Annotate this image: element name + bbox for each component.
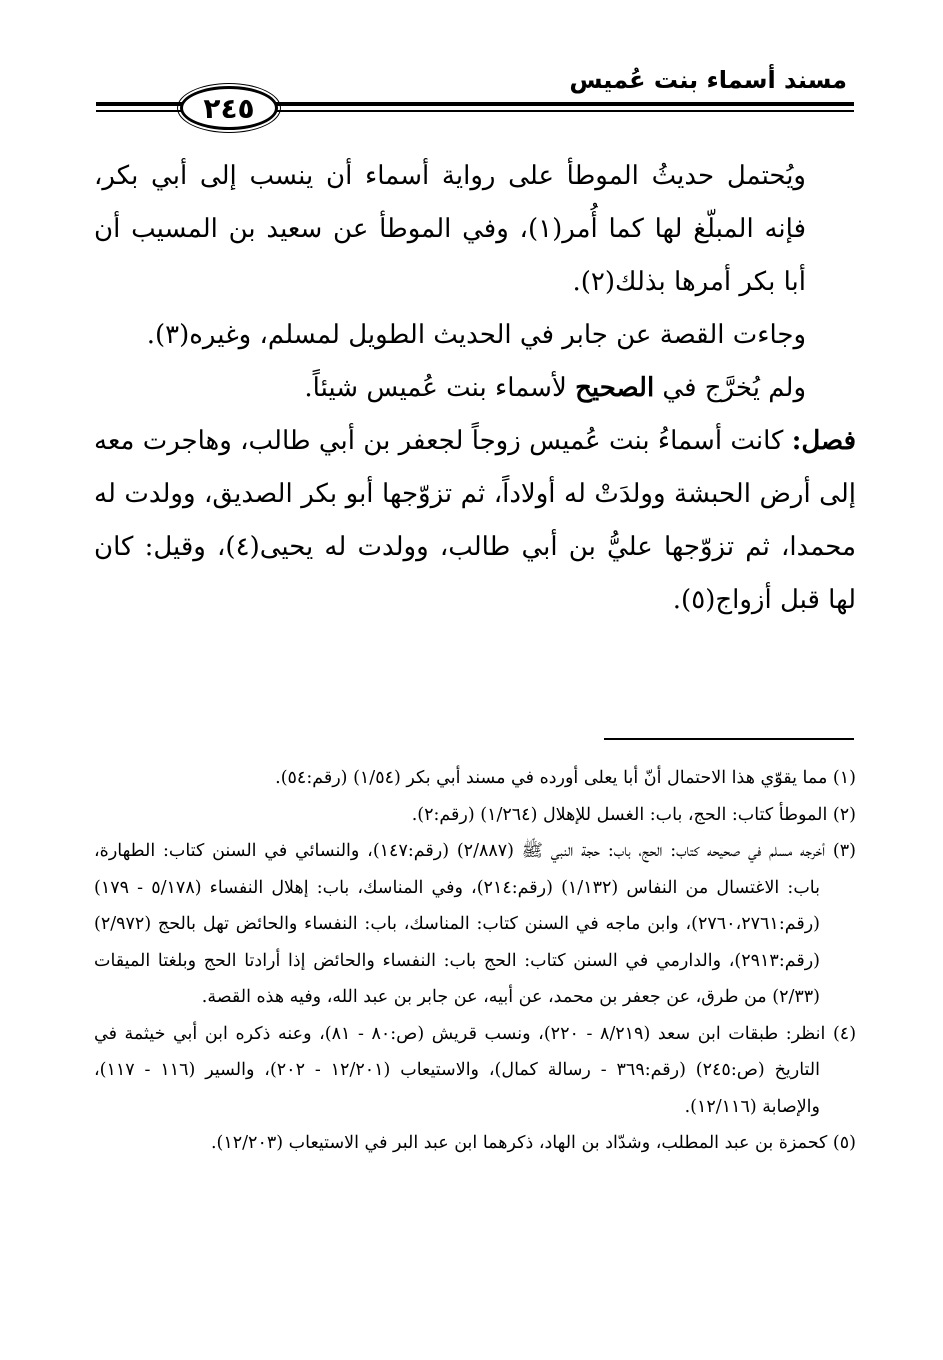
footnote-2: (٢) الموطأ كتاب: الحج، باب: الغسل للإهلال (١/٢٦٤) (رقم:٢). (411, 804, 856, 825)
paragraph-2: وجاءت القصة عن جابر في الحديث الطويل لمسلم، وغيره(٣). (146, 320, 806, 350)
page-number-badge (180, 86, 278, 130)
paragraph-3-end: لأسماء بنت عُميس شيئاً. (304, 373, 576, 403)
paragraph-4-text: كانت أسماءُ بنت عُميس زوجاً لجعفر بن أبي طالب، وهاجرت معه إلى أرض الحبشة وولدَتْ له أولاداً، ثم تزوّجها أبو بكر الصديق، وولدت له محمدا، ثم تزوّجها عليُّ بن أبي طالب، وولدت له يحيى(٤)، وقيل: كان لها قبل أزواج(٥). (94, 426, 856, 615)
main-text (94, 150, 856, 627)
footnote-1: (١) مما يقوّي هذا الاحتمال أنّ أبا يعلى أورده في مسند أبي بكر (١/٥٤) (رقم:٥٤). (275, 768, 856, 788)
footnote-5: (٥) كحمزة بن عبد المطلب، وشدّاد بن الهاد، ذكرهما ابن عبد البر في الاستيعاب (١٢/٢٠٣). (210, 1133, 856, 1153)
paragraph-1: ويُحتمل حديثُ الموطأ على رواية أسماء أن ينسب إلى أبي بكر، فإنه المبلّغ لها كما أُمر(١)، وفي الموطأ عن سعيد بن المسيب أن أبا بكر أمرها بذلك(٢). (94, 161, 806, 297)
paragraph-3 (94, 362, 856, 415)
paragraph-4 (94, 415, 856, 627)
running-title: مسند أسماء بنت عُميس (569, 66, 847, 94)
footnotes (94, 760, 856, 1162)
footnote-4: (٤) انظر: طبقات ابن سعد (٨/٢١٩ - ٢٢٠)، ونسب قريش (ص:٨٠ - ٨١)، وعنه ذكره ابن أبي خيثمة في التاريخ (ص:٢٤٥) (رقم:٣٦٩ - رسالة كمال)، والاستيعاب (١٢/٢٠١ - ٢٠٢)، والسير (١١٦ - ١١٧)، والإصابة (١٢/١١٦). (94, 1023, 857, 1117)
footnote-separator (604, 738, 854, 740)
section-label: فصل: (791, 426, 856, 456)
sahih-bold-term: الصحيح (575, 373, 655, 403)
page-number: ٢٤٥ (203, 91, 255, 125)
footnote-3: (٣) أخرجه مسلم في صحيحه كتاب: الحج، باب: حجة النبي ﷺ (٢/٨٨٧) (رقم:١٤٧)، والنسائي في السنن كتاب: الطهارة، باب: الاغتسال من النفاس (١/١٣٢) (رقم:٢١٤)، وفي المناسك، باب: إهلال النفساء (٥/١٧٨ - ١٧٩) (رقم:٢٧٦٠،٢٧٦١)، وابن ماجه في السنن كتاب: المناسك، باب: النفساء والحائض تهل بالحج (٢/٩٧٢) (رقم:٢٩١٣)، والدارمي في السنن كتاب: الحج باب: النفساء والحائض إذا أرادتا الحج وبلغتا الميقات (٢/٣٣) من طرق، عن جعفر بن محمد، عن أبيه، عن جابر بن عبد الله، وفيه هذه القصة. (94, 841, 856, 1007)
paragraph-3-start: ولم يُخرَّج في (654, 373, 806, 403)
